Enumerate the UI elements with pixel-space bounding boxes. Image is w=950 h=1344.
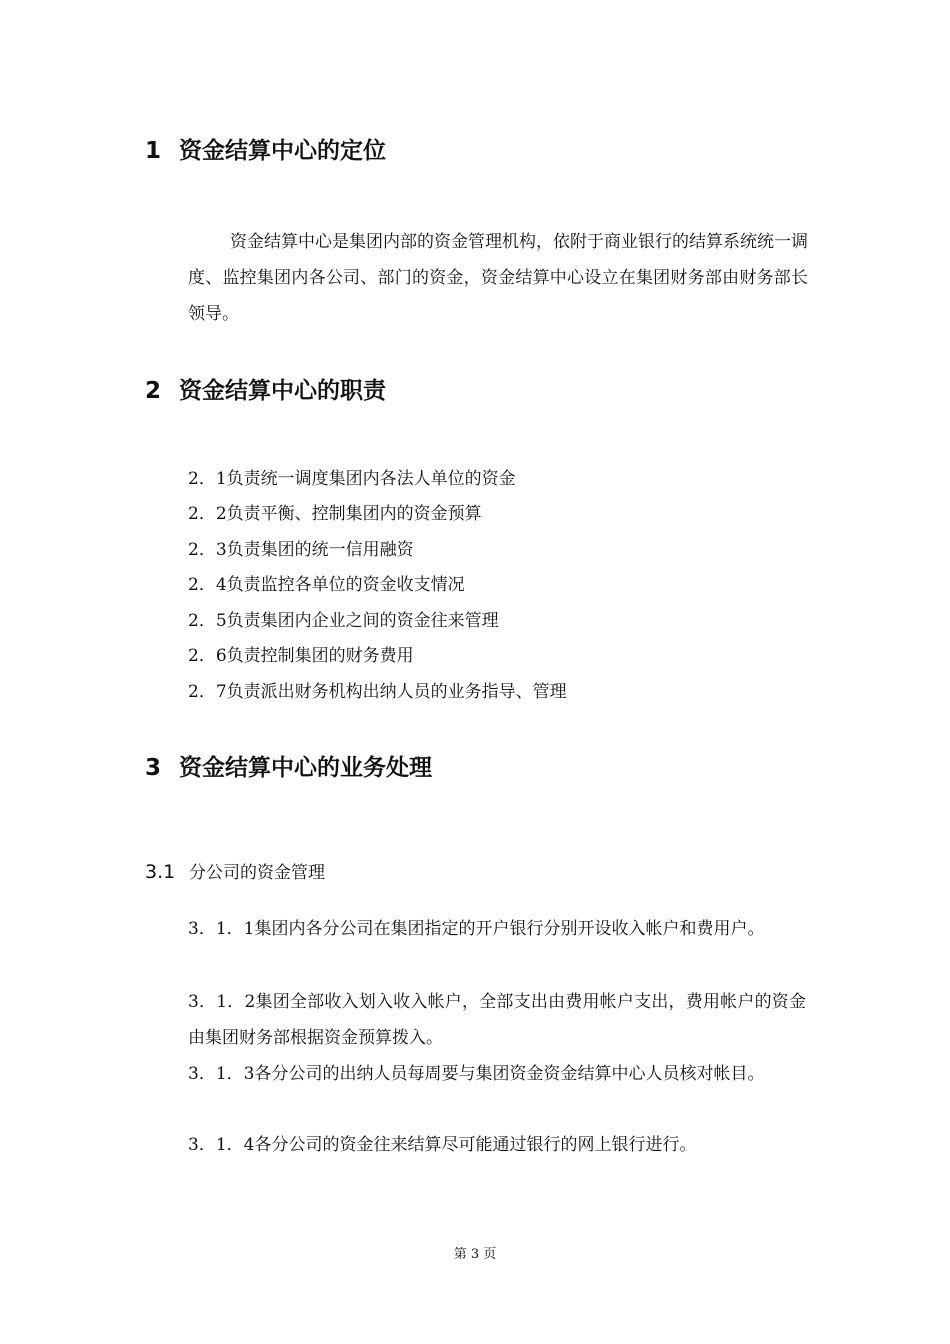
- section-number: 3: [145, 755, 162, 781]
- subsection-heading: [145, 860, 325, 885]
- duty-item: 2．1负责统一调度集团内各法人单位的资金: [188, 469, 516, 489]
- duty-item: 2．6负责控制集团的财务费用: [188, 646, 414, 666]
- sub-item: 3．1．4各分公司的资金往来结算尽可能通过银行的网上银行进行。: [188, 1135, 697, 1155]
- subsection-title: 分公司的资金管理: [189, 863, 325, 883]
- section-number: 1: [145, 138, 162, 164]
- duty-item: 2．3负责集团的统一信用融资: [188, 540, 414, 560]
- section-number: 2: [145, 378, 162, 404]
- sub-item: 3．1．2集团全部收入划入收入帐户，全部支出由费用帐户支出，费用帐户的资金由集团财务部根据资金预算拨入。: [188, 992, 806, 1048]
- section-title: 资金结算中心的职责: [179, 378, 386, 404]
- duty-item: 2．5负责集团内企业之间的资金往来管理: [188, 611, 499, 631]
- section-heading-1: [145, 136, 386, 166]
- section-title: 资金结算中心的业务处理: [179, 755, 432, 781]
- section-heading-2: [145, 376, 386, 406]
- section-1-paragraph: 资金结算中心是集团内部的资金管理机构，依附于商业银行的结算系统统一调度、监控集团内各公司、部门的资金，资金结算中心设立在集团财务部由财务部长领导。: [188, 232, 808, 324]
- duty-item: 2．2负责平衡、控制集团内的资金预算: [188, 504, 482, 524]
- sub-item: 3．1．3各分公司的出纳人员每周要与集团资金资金结算中心人员核对帐目。: [188, 1064, 765, 1084]
- sub-item: 3．1．1集团内各分公司在集团指定的开户银行分别开设收入帐户和费用户。: [188, 919, 765, 939]
- section-title: 资金结算中心的定位: [179, 138, 386, 164]
- duty-item: 2．4负责监控各单位的资金收支情况: [188, 575, 465, 595]
- subsection-number: 3.1: [145, 861, 176, 883]
- duty-item: 2．7负责派出财务机构出纳人员的业务指导、管理: [188, 682, 567, 702]
- page-number-footer: 第 3 页: [453, 1247, 497, 1262]
- section-heading-3: [145, 753, 432, 783]
